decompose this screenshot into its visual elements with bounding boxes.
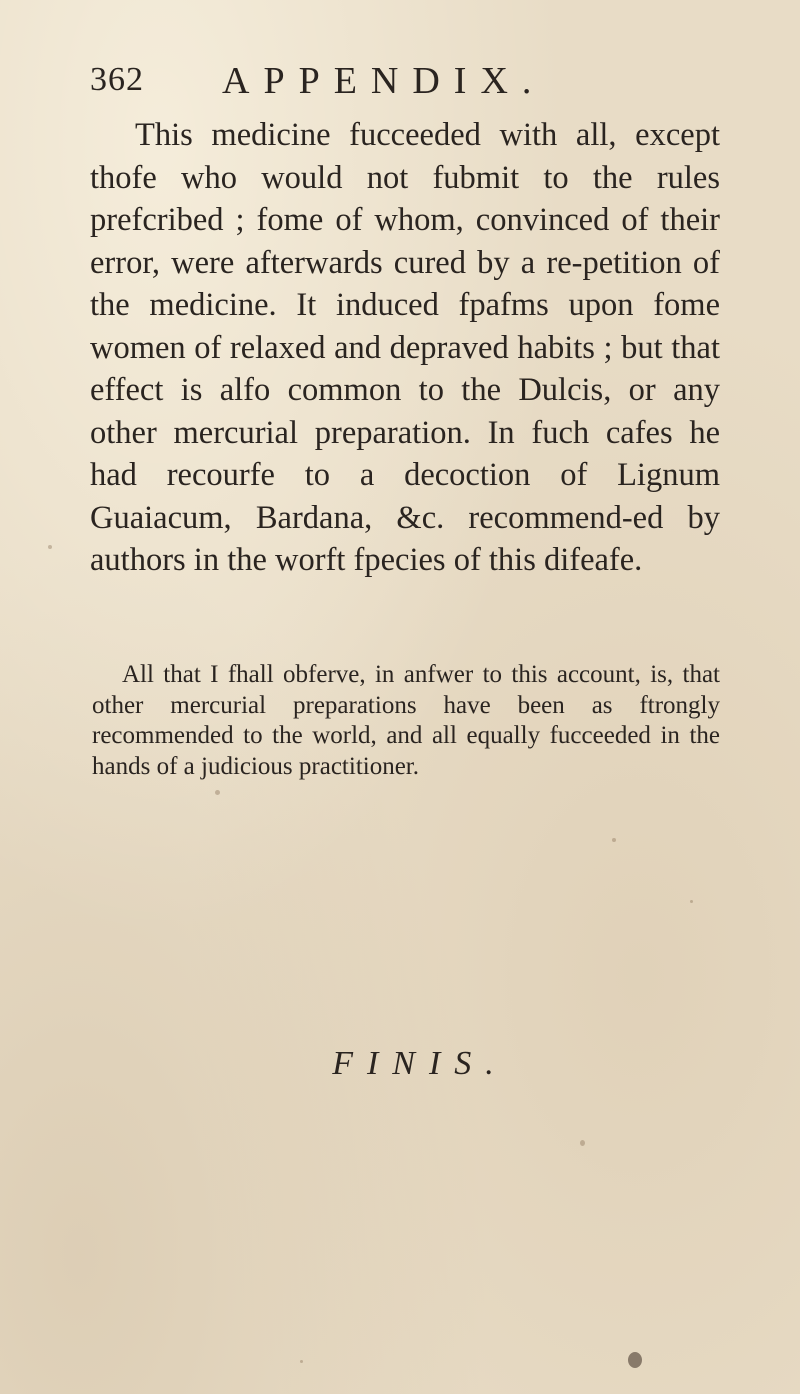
page-header xyxy=(90,55,730,105)
paper-speck xyxy=(612,838,616,842)
paper-speck xyxy=(215,790,220,795)
body-paragraph-2: All that I fhall obferve, in anfwer to this account, is, that other mercurial preparations have been as ftrongly recommended to the world, and all equally fucceeded in the hands of a judicious practitioner. xyxy=(92,661,720,780)
paper-speck xyxy=(628,1352,642,1368)
body-paragraph-1: This medicine fucceeded with all, except thofe who would not fubmit to the rules prefcribed ; fome of whom, convinced of their error, were afterwards cured by a re-petition of the medicine. It induced fpafms upon fome women of relaxed and depraved habits ; but that effect is alfo common to the Dulcis, or any other mercurial preparation. In fuch cafes he had recourfe to a decoction of Lignum Guaiacum, Bardana, &c. recommend-ed by authors in the worft fpecies of this difeafe. xyxy=(90,117,720,578)
paper-speck xyxy=(300,1360,303,1363)
running-head: APPENDIX. xyxy=(222,60,546,102)
paper-speck xyxy=(48,545,52,549)
paper-speck xyxy=(690,900,693,903)
finis-mark: FINIS. xyxy=(332,1045,508,1082)
page-number: 362 xyxy=(90,61,144,98)
paper-speck xyxy=(580,1140,585,1146)
